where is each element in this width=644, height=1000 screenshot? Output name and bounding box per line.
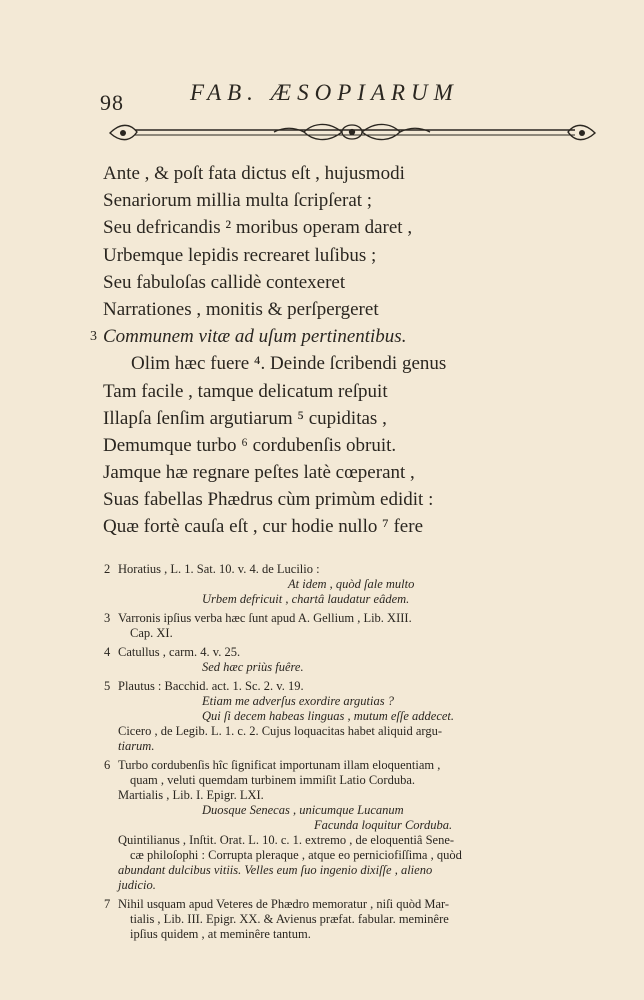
footnote	[104, 758, 618, 893]
footnote-line: Etiam me adverſus exordire argutias ?	[202, 694, 394, 708]
verse-line: Senariorum millia multa ſcripſerat ;	[103, 190, 373, 212]
footnote-number: 7	[104, 897, 111, 911]
footnote	[104, 679, 618, 754]
verse-line: Urbemque lepidis recrearet luſibus ;	[103, 244, 377, 266]
footnote-line: Nihil usquam apud Veteres de Phædro memoratur , niſi quòd Mar-	[118, 897, 450, 911]
verse-line: Illapſa ſenſim argutiarum ⁵ cupiditas ,	[103, 407, 387, 429]
footnote-line: Duosque Senecas , unicumque Lucanum	[202, 803, 404, 817]
footnote-line: abundant dulcibus vitiis. Velles eum ſuo ingenio dixiſſe , alieno	[118, 863, 433, 877]
footnote-line: Facunda loquitur Corduba.	[314, 818, 453, 832]
footnote-line: Sed hæc priùs fuêre.	[202, 660, 304, 674]
footnotes	[104, 562, 618, 946]
page-number: 98	[100, 90, 124, 115]
footnote-line: At idem , quòd ſale multo	[288, 577, 415, 591]
footnote-number: 4	[104, 645, 111, 659]
footnote-number: 6	[104, 758, 111, 772]
footnote-line: cæ philoſophi : Corrupta pleraque , atque eo perniciofiſſima , quòd	[130, 848, 462, 862]
footnote-line: Varronis ipſius verba hæc ſunt apud A. Gellium , Lib. XIII.	[118, 611, 412, 625]
verse-line: Jamque hæ regnare peſtes latè cœperant ,	[103, 462, 415, 484]
running-title: FAB. ÆSOPIARUM	[190, 80, 459, 105]
footnote	[104, 897, 618, 942]
footnote-number: 3	[104, 611, 111, 625]
verse-line	[90, 323, 563, 350]
verse-line: Seu defricandis ² moribus operam daret ,	[103, 217, 413, 239]
verse-block	[90, 160, 563, 541]
footnote-line: Martialis , Lib. I. Epigr. LXI.	[118, 788, 264, 802]
verse-line: Tam facile , tamque delicatum reſpuit	[103, 380, 388, 402]
verse-line: Ante , & poſt fata dictus eſt , hujusmodi	[103, 163, 405, 184]
verse-line: Quæ fortè cauſa eſt , cur hodie nullo ⁷ fere	[103, 516, 424, 538]
footnote	[104, 562, 618, 607]
footnote-line: Cap. XI.	[130, 626, 173, 640]
footnote-line: Plautus : Bacchid. act. 1. Sc. 2. v. 19.	[118, 679, 304, 693]
footnote	[104, 645, 618, 675]
footnote-line: tialis , Lib. III. Epigr. XX. & Avienus præfat. fabular. meminêre	[130, 912, 449, 926]
verse-line-text: Communem vitæ ad uſum pertinentibus.	[103, 326, 407, 348]
footnote-line: tiarum.	[118, 739, 155, 753]
footnote-line: Quintilianus , Inſtit. Orat. L. 10. c. 1. extremo , de eloquentiâ Sene-	[118, 833, 455, 847]
footnote-line: Cicero , de Legib. L. 1. c. 2. Cujus loquacitas habet aliquid argu-	[118, 724, 442, 738]
footnote	[104, 611, 618, 641]
verse-line: Olim hæc fuere ⁴. Deinde ſcribendi genus	[131, 353, 447, 375]
ornament-divider-icon	[105, 118, 600, 148]
footnote-line: judicio.	[118, 878, 156, 892]
footnote-line: Horatius , L. 1. Sat. 10. v. 4. de Lucilio :	[118, 562, 320, 576]
footnote-number: 2	[104, 562, 111, 576]
verse-line: Demumque turbo ⁶ cordubenſis obruit.	[103, 434, 397, 456]
footnote-line: Turbo cordubenſis hîc ſignificat importunam illam eloquentiam ,	[118, 758, 441, 772]
footnote-line: quam , veluti quemdam turbinem immiſit Latio Corduba.	[130, 773, 416, 787]
footnote-line: Urbem defricuit , chartâ laudatur eâdem.	[202, 592, 410, 606]
verse-note-marker: 3	[90, 329, 97, 345]
verse-line: Narrationes , monitis & perſpergeret	[103, 298, 379, 320]
verse-line: Seu fabuloſas callidè contexeret	[103, 271, 346, 293]
footnote-line: Qui ſi decem habeas linguas , mutum eſſe addecet.	[202, 709, 455, 723]
footnote-line: ipſius quidem , at meminêre tantum.	[130, 927, 311, 941]
verse-line: Suas fabellas Phædrus cùm primùm edidit :	[103, 489, 434, 511]
footnote-number: 5	[104, 679, 111, 693]
footnote-line: Catullus , carm. 4. v. 25.	[118, 645, 241, 659]
